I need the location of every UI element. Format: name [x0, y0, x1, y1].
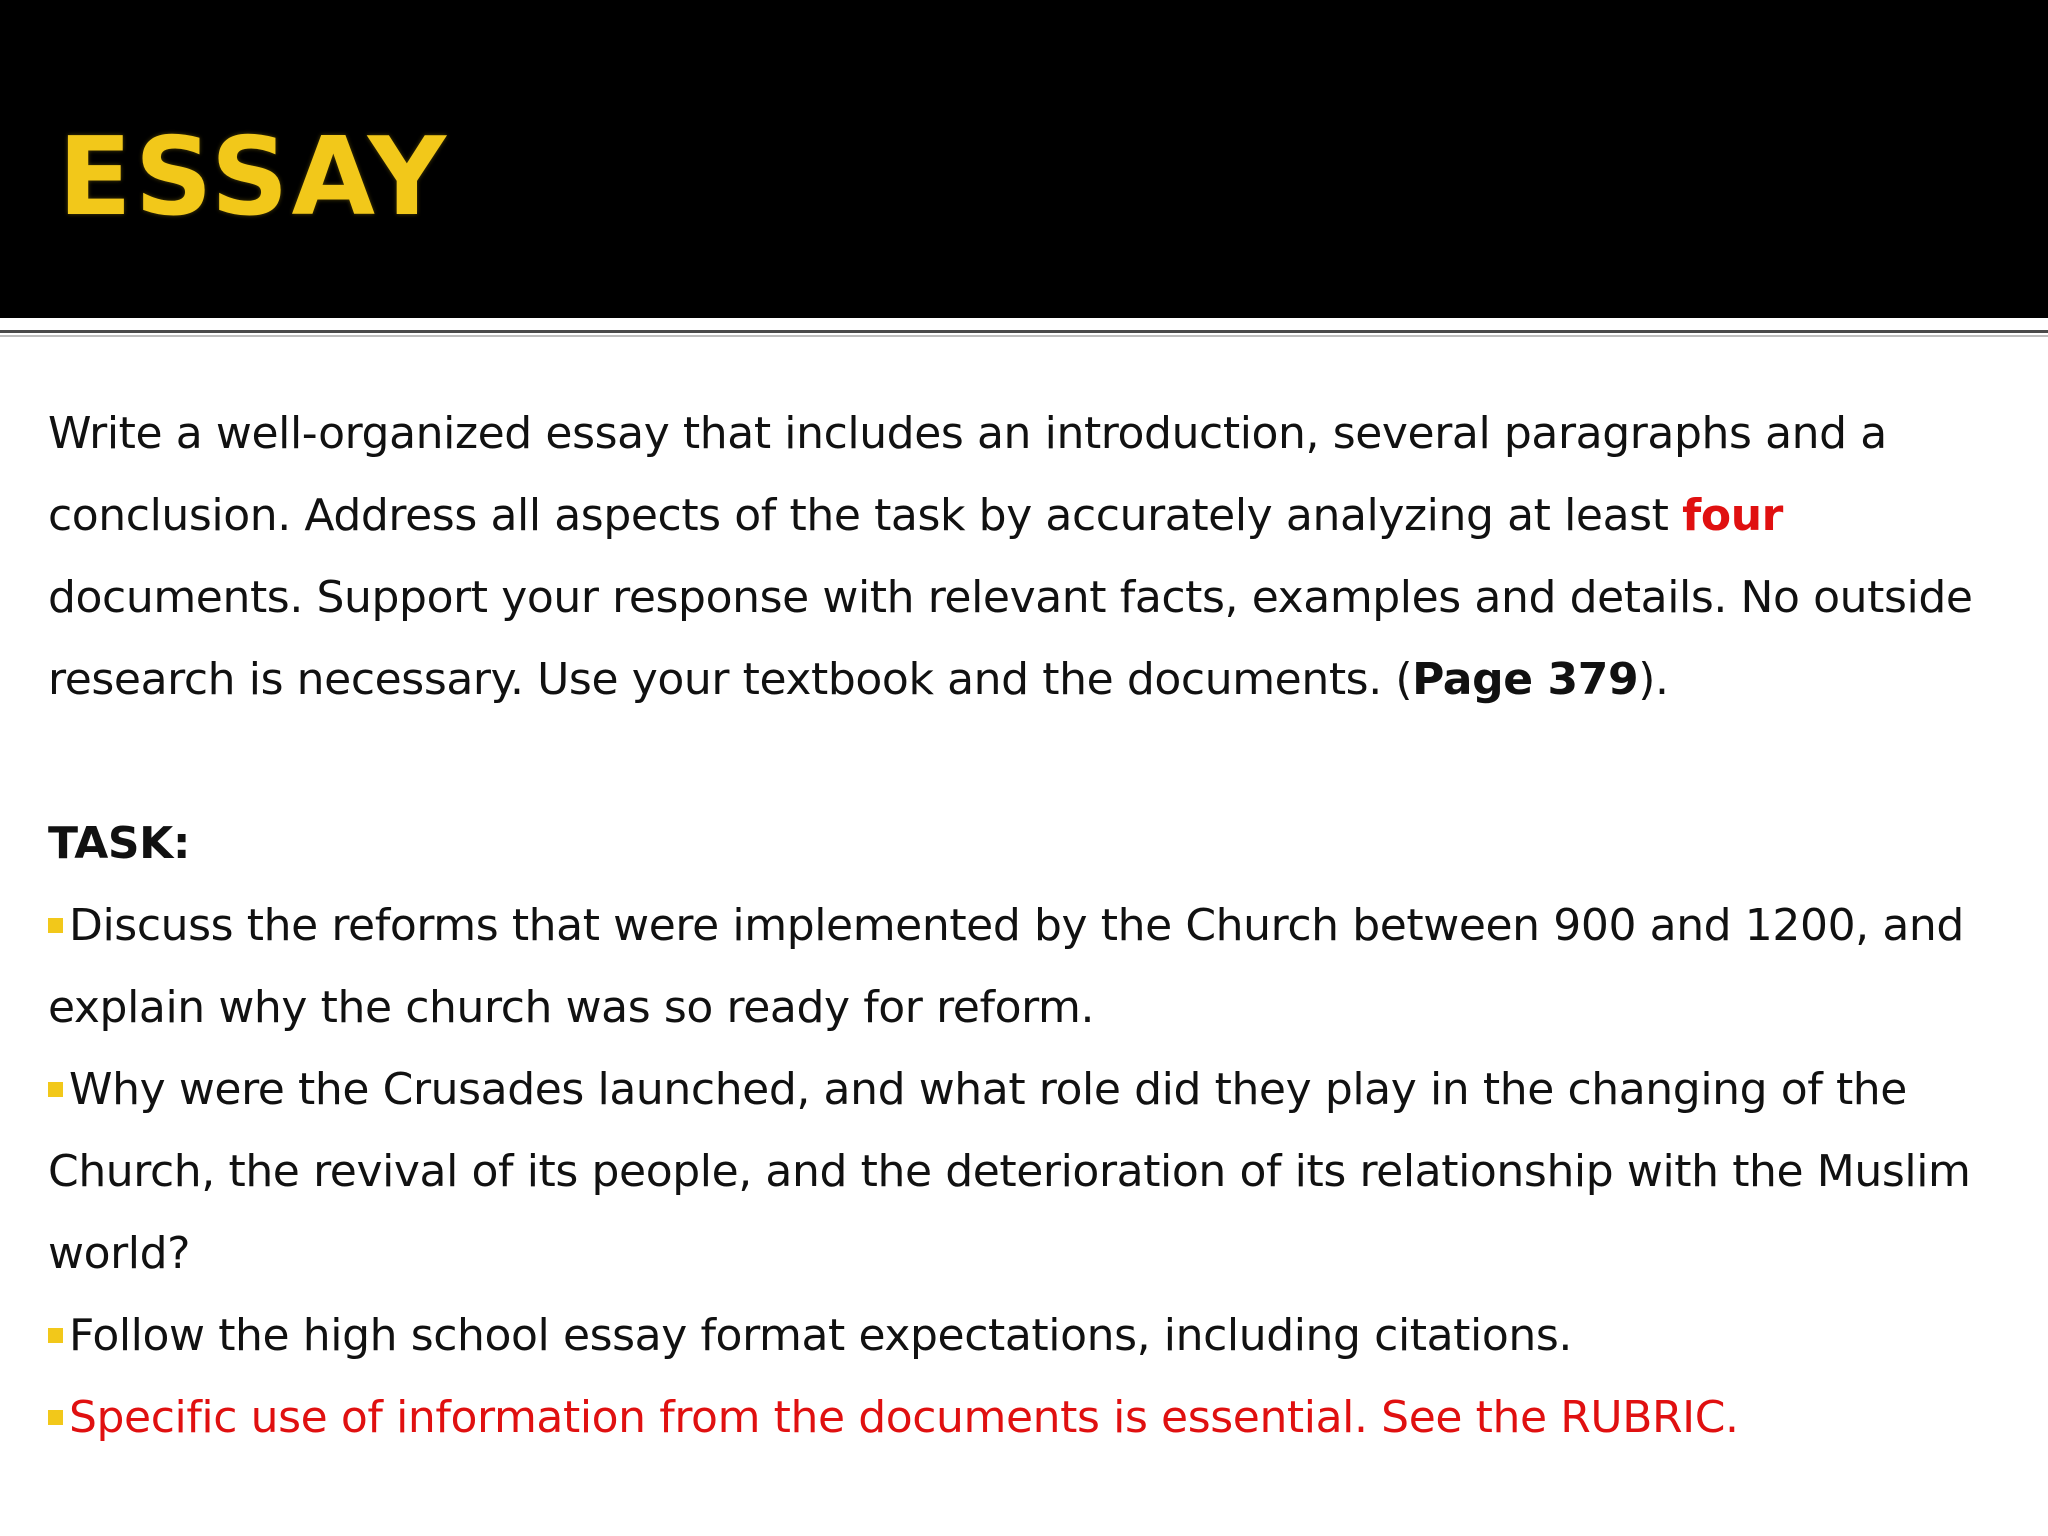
intro-closing: ). — [1638, 654, 1669, 705]
square-bullet-icon — [48, 918, 63, 933]
square-bullet-icon — [48, 1410, 63, 1425]
square-bullet-icon — [48, 1082, 63, 1097]
bullet-text: Follow the high school essay format expectations, including citations. — [69, 1310, 1572, 1361]
paragraph-spacer — [48, 721, 2018, 803]
title-divider-shadow — [0, 335, 2048, 337]
task-heading: TASK: — [48, 818, 191, 869]
title-bar — [0, 0, 2048, 318]
emphasis-word: four — [1682, 490, 1783, 541]
page-reference: Page 379 — [1412, 654, 1639, 705]
bullet-text: Why were the Crusades launched, and what role did they play in the changing of the Church, the revival of its people, and the deterioration of its relationship with the Muslim world? — [48, 1064, 1971, 1279]
title-divider — [0, 330, 2048, 333]
task-bullet-reforms — [48, 885, 2018, 1049]
intro-text: Write a well-organized essay that includes an introduction, several paragraphs and a conclusion. Address all aspects of the task by accurately analyzing at least — [48, 408, 1887, 541]
intro-paragraph — [48, 393, 2018, 721]
slide-body — [48, 393, 2018, 1459]
square-bullet-icon — [48, 1328, 63, 1343]
bullet-text: Specific use of information from the documents is essential. See the RUBRIC. — [69, 1392, 1739, 1443]
task-bullet-rubric — [48, 1377, 2018, 1459]
bullet-text: Discuss the reforms that were implemented by the Church between 900 and 1200, and explain why the church was so ready for reform. — [48, 900, 1964, 1033]
slide-title: ESSAY — [58, 115, 449, 240]
task-bullet-format — [48, 1295, 2018, 1377]
task-bullet-crusades — [48, 1049, 2018, 1295]
intro-text-continued: documents. Support your response with relevant facts, examples and details. No outside research is necessary. Use your textbook and the documents. ( — [48, 572, 1973, 705]
